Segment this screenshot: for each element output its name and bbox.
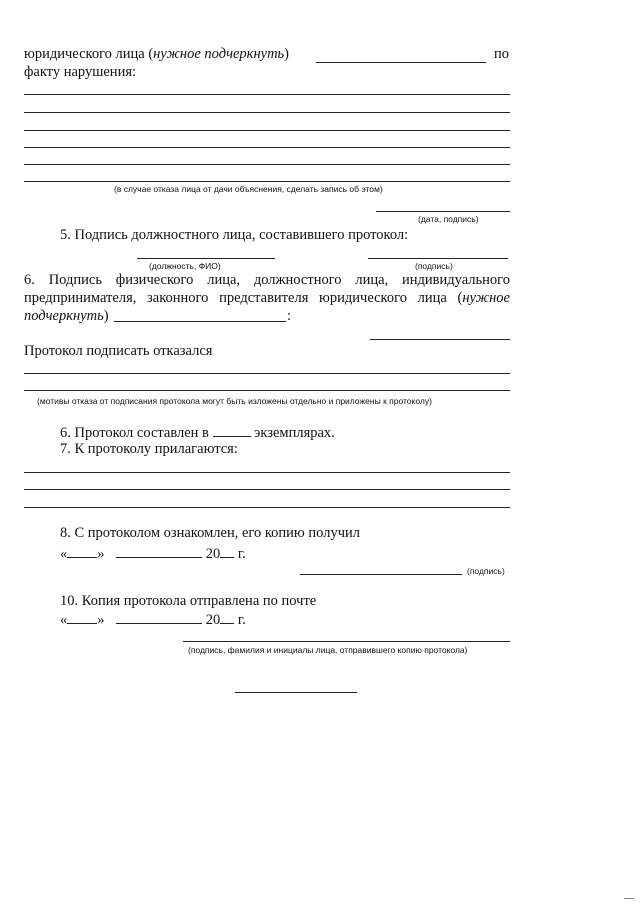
item-5-heading: 5. Подпись должностного лица, составившего протокол: [60, 227, 409, 243]
item-10-date: « » 20 г. [60, 612, 246, 628]
item-10-heading: 10. Копия протокола отправлена по почте [60, 593, 317, 609]
item-6-colon: : [287, 308, 292, 324]
copies-count-blank[interactable] [213, 424, 251, 437]
page-edge-mark [624, 898, 634, 899]
item-8-date: « » 20 г. [60, 546, 246, 562]
year-blank[interactable] [220, 611, 234, 624]
attachments-line[interactable] [24, 507, 510, 508]
refusal-note: (в случае отказа лица от дачи объяснения, сделать запись об этом) [114, 184, 383, 194]
signature-caption-2: (подпись) [467, 566, 505, 576]
official-signature-line[interactable] [368, 258, 508, 259]
sender-signature-line[interactable] [183, 641, 510, 642]
item-6-line-1: 6. Подпись физического лица, должностного лица, индивидуального [24, 272, 510, 288]
sender-caption: (подпись, фамилия и инициалы лица, отправившего копию протокола) [188, 645, 468, 655]
violation-fact-label: факту нарушения: [24, 64, 137, 80]
legal-entity-end: по [494, 46, 510, 62]
explanation-line[interactable] [24, 181, 510, 182]
position-fio-line[interactable] [137, 258, 275, 259]
bottom-line [235, 692, 357, 693]
day-blank[interactable] [67, 545, 97, 558]
attachments-line[interactable] [24, 489, 510, 490]
refused-label: Протокол подписать отказался [24, 343, 213, 359]
explanation-line[interactable] [24, 112, 510, 113]
position-fio-caption: (должность, ФИО) [149, 261, 221, 271]
item-6-line-2: предпринимателя, законного представителя юридического лица (нужное [24, 290, 510, 306]
item-7-heading: 7. К протоколу прилагаются: [60, 441, 238, 457]
copies-line: 6. Протокол составлен в экземплярах. [60, 425, 335, 441]
explanation-line[interactable] [24, 164, 510, 165]
motives-caption: (мотивы отказа от подписания протокола могут быть изложены отдельно и приложены к протоколу) [37, 396, 432, 406]
year-blank[interactable] [220, 545, 234, 558]
attachments-line[interactable] [24, 472, 510, 473]
explanation-line[interactable] [24, 130, 510, 131]
month-blank[interactable] [116, 545, 202, 558]
signature-caption: (подпись) [415, 261, 453, 271]
explanation-line[interactable] [24, 94, 510, 95]
received-signature-line[interactable] [300, 574, 462, 575]
item-8-heading: 8. С протоколом ознакомлен, его копию получил [60, 525, 360, 541]
legal-entity-line: юридического лица (нужное подчеркнуть) [24, 46, 290, 62]
refusal-motive-line[interactable] [24, 390, 510, 391]
date-signature-caption: (дата, подпись) [418, 214, 479, 224]
item-6-fill-line[interactable] [114, 321, 286, 322]
month-blank[interactable] [116, 611, 202, 624]
item-6-line-3: подчеркнуть) [24, 308, 109, 324]
explanation-line[interactable] [24, 147, 510, 148]
refusal-motive-line[interactable] [24, 373, 510, 374]
legal-entity-fill-line[interactable] [316, 62, 486, 63]
date-signature-line[interactable] [376, 211, 510, 212]
day-blank[interactable] [67, 611, 97, 624]
item-6-signature-line[interactable] [370, 339, 510, 340]
